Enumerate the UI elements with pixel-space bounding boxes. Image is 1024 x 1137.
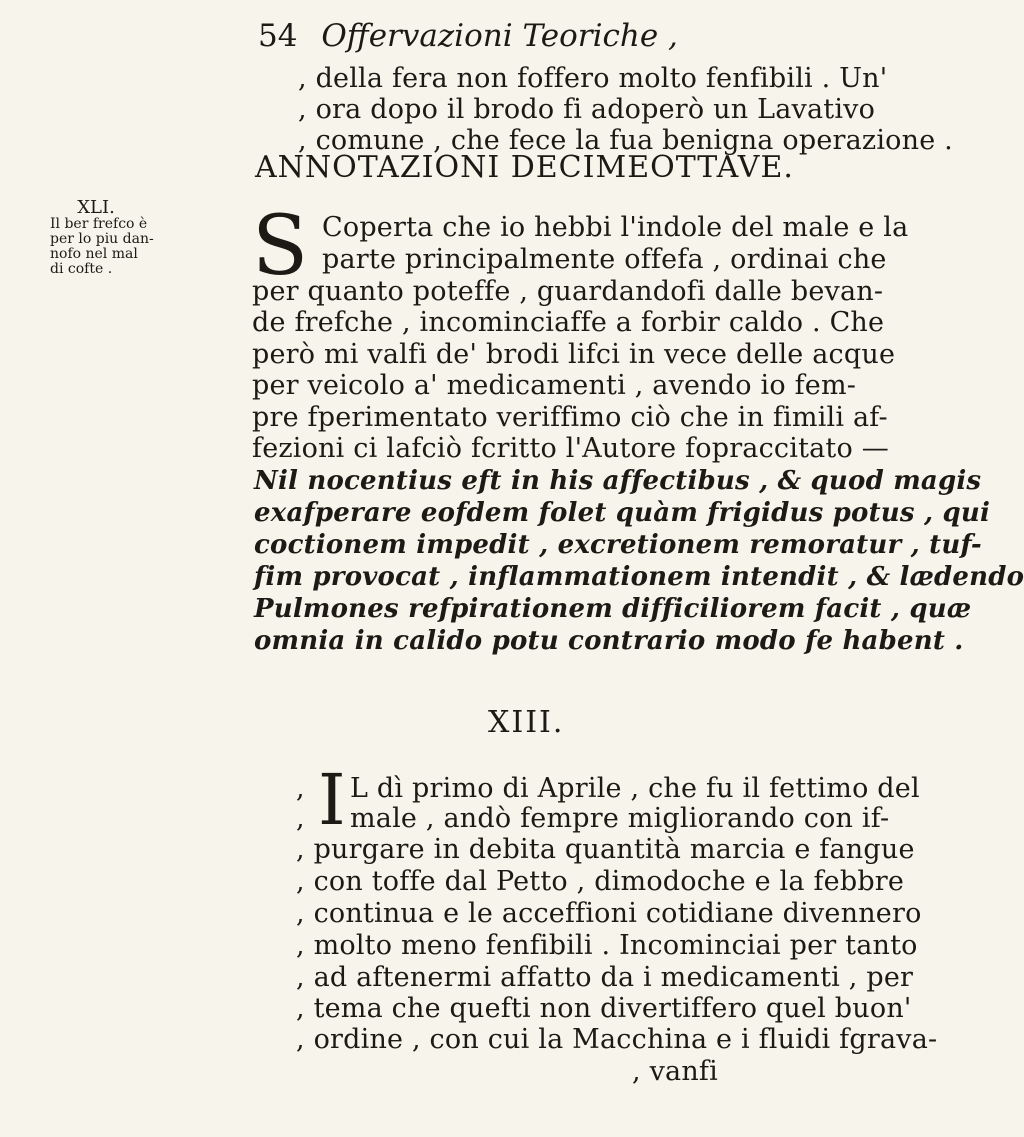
running-title: Offervazioni Teoriche , [321, 18, 678, 54]
margin-note-line: Il ber frefco è [50, 216, 148, 232]
xiii-line: L dì primo di Aprile , che fu il fettimo del [350, 773, 920, 804]
xiii-line: , con toffe dal Petto , dimodoche e la febbre [296, 866, 905, 897]
annotation-line: Coperta che io hebbi l'indole del male e la [322, 212, 909, 243]
annotation-line: de frefche , incominciaffe a forbir caldo . Che [252, 307, 885, 338]
latin-quote-line: Nil nocentius eft in his affectibus , & quod magis [254, 466, 982, 496]
annotation-line: fezioni ci lafciò fcritto l'Autore fopraccitato — [252, 433, 889, 464]
xiii-line: , tema che quefti non divertiffero quel buon' [296, 993, 912, 1024]
margin-note [50, 197, 154, 277]
margin-note-line: per lo piu dan- [50, 231, 154, 247]
xiii-line: , purgare in debita quantità marcia e fangue [296, 834, 915, 865]
page-number: 54 [258, 18, 298, 54]
xiii-line: , ordine , con cui la Macchina e i fluidi fgrava- [296, 1024, 938, 1055]
xiii-line: , continua e le acceffioni cotidiane divennero [296, 898, 922, 929]
annotation-line: per quanto poteffe , guardandofi dalle bevan- [252, 276, 884, 307]
annotation-line: per veicolo a' medicamenti , avendo io fem- [252, 370, 857, 401]
intro-line: , comune , che fece la fua benigna operazione . [298, 125, 953, 156]
section-title: ANNOTAZIONI DECIMEOTTAVE. [255, 150, 794, 185]
latin-quote-line: fim provocat , inflammationem intendit , & lædendo [254, 562, 1024, 592]
xiii-line-prefix: , [296, 803, 305, 834]
latin-quote-line: omnia in calido potu contrario modo fe habent . [254, 626, 964, 656]
running-header [258, 18, 678, 54]
xiii-line: , ad aftenermi affatto da i medicamenti , per [296, 962, 914, 993]
margin-note-number: XLI. [77, 197, 115, 218]
latin-quote-line: Pulmones refpirationem difficiliorem facit , quæ [254, 594, 972, 624]
intro-line: , ora dopo il brodo fi adoperò un Lavativo [298, 94, 876, 125]
intro-line: , della fera non foffero molto fenfibili . Un' [298, 63, 888, 94]
drop-cap: I [318, 759, 346, 841]
margin-note-line: nofo nel mal [50, 246, 138, 262]
latin-quote-line: exafperare eofdem folet quàm frigidus potus , qui [254, 498, 991, 528]
annotation-line: pre fperimentato veriffimo ciò che in fimili af- [252, 402, 888, 433]
margin-note-line: di cofte . [50, 261, 113, 277]
xiii-line: , molto meno fenfibili . Incominciai per tanto [296, 930, 918, 961]
annotation-line: però mi valfi de' brodi lifci in vece delle acque [252, 339, 896, 370]
annotation-line: parte principalmente offefa , ordinai che [322, 244, 887, 275]
latin-quote-line: coctionem impedit , excretionem remoratur , tuf- [254, 530, 982, 560]
xiii-last-line: , vanfi [632, 1056, 718, 1087]
xiii-line-prefix: , [296, 773, 305, 804]
drop-cap: S [252, 199, 309, 294]
xiii-line: male , andò fempre migliorando con if- [350, 803, 890, 834]
subsection-number: XIII. [488, 705, 565, 740]
